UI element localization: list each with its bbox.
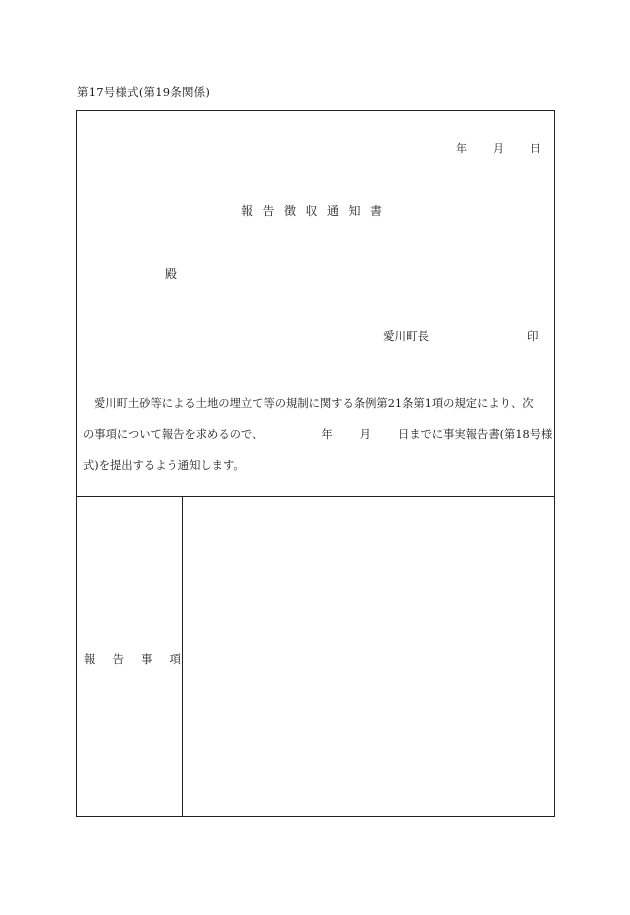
body-line-2-text-b: 日までに事実報告書(第18号様 — [397, 428, 553, 441]
report-items-field[interactable] — [184, 498, 553, 815]
issuer-name: 愛川町長 — [383, 329, 429, 343]
section-divider — [76, 496, 555, 497]
body-line-2 — [83, 419, 551, 450]
body-line-3 — [83, 450, 551, 481]
report-items-label: 報告事項 — [84, 652, 198, 666]
notice-body — [83, 388, 551, 481]
date-month-label: 月 — [493, 142, 504, 155]
form-number-label: 第17号様式(第19条関係) — [77, 85, 211, 99]
body-line-2-year: 年 — [321, 428, 333, 441]
date-day-label: 日 — [530, 142, 541, 155]
body-line-1 — [83, 388, 551, 419]
body-line-2-month: 月 — [359, 428, 371, 441]
document-title: 報告徴収通知書 — [241, 204, 392, 218]
addressee-suffix: 殿 — [165, 267, 178, 281]
body-line-3-text: 式)を提出するよう通知します。 — [83, 459, 245, 472]
body-line-1-text: 愛川町土砂等による土地の埋立て等の規制に関する条例第21条第1項の規定により、次 — [94, 397, 534, 410]
body-line-2-text-a: の事項について報告を求めるので、 — [83, 428, 264, 441]
seal-mark: 印 — [527, 329, 539, 343]
date-year-label: 年 — [456, 142, 467, 155]
